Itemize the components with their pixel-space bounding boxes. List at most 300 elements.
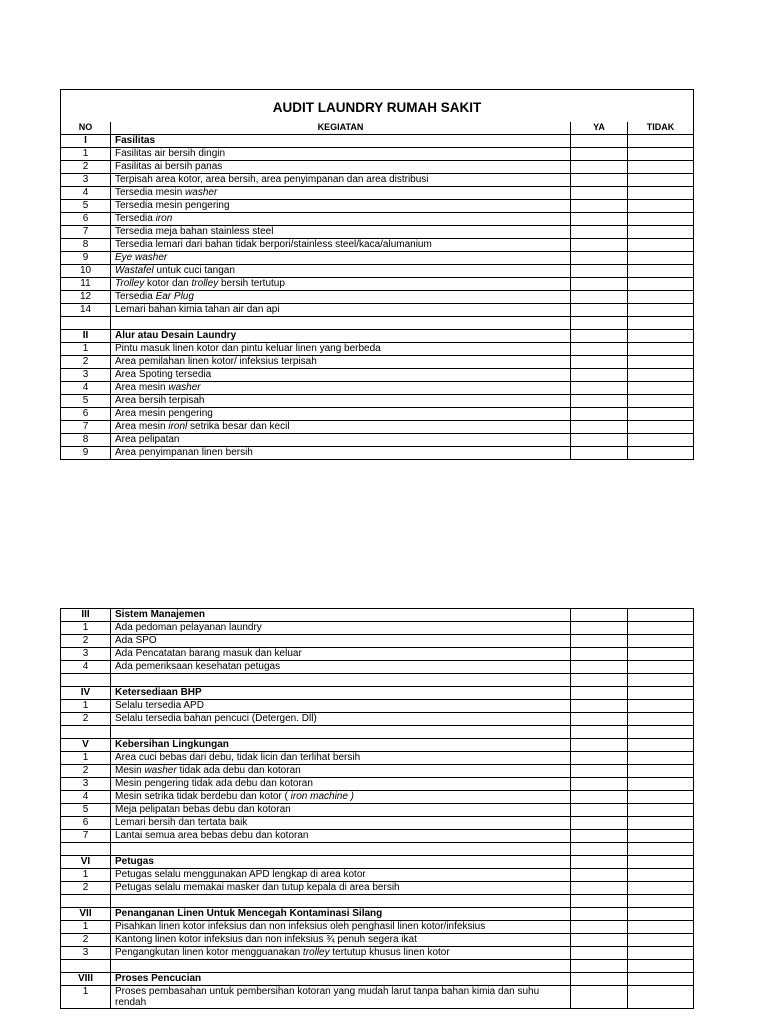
tidak-checkbox-cell[interactable] (628, 174, 694, 187)
text-run: Petugas selalu menggunakan APD lengkap di area kotor (115, 869, 366, 880)
row-number: 2 (61, 635, 111, 648)
tidak-checkbox-cell[interactable] (628, 330, 694, 343)
tidak-checkbox-cell[interactable] (628, 973, 694, 986)
section-row (61, 687, 694, 700)
section-title (111, 908, 571, 921)
row-number: 11 (61, 278, 111, 291)
text-run: trolley (302, 947, 330, 958)
text-run: iron machine ) (290, 791, 355, 802)
row-number: 10 (61, 265, 111, 278)
table-row (61, 934, 694, 947)
ya-checkbox-cell[interactable] (571, 843, 628, 856)
activity-text (111, 187, 571, 200)
text-run: Alur atau Desain Laundry (115, 330, 237, 341)
audit-table-part-2 (60, 608, 694, 1009)
tidak-checkbox-cell[interactable] (628, 317, 694, 330)
ya-checkbox-cell[interactable] (571, 343, 628, 356)
row-number: 7 (61, 421, 111, 434)
ya-checkbox-cell[interactable] (571, 791, 628, 804)
text-run: Kebersihan Lingkungan (115, 739, 229, 750)
table-row (61, 161, 694, 174)
tidak-checkbox-cell[interactable] (628, 687, 694, 700)
row-number: II (61, 330, 111, 343)
row-number: 3 (61, 648, 111, 661)
row-number: 2 (61, 356, 111, 369)
row-number: 5 (61, 200, 111, 213)
tidak-checkbox-cell[interactable] (628, 843, 694, 856)
table-row (61, 278, 694, 291)
table-row (61, 947, 694, 960)
text-run: Eye washer (115, 252, 168, 263)
ya-checkbox-cell[interactable] (571, 921, 628, 934)
text-run: Tersedia (115, 213, 156, 224)
activity-text (111, 252, 571, 265)
table-row (61, 986, 694, 1009)
table-row (61, 804, 694, 817)
tidak-checkbox-cell[interactable] (628, 356, 694, 369)
ya-checkbox-cell[interactable] (571, 447, 628, 460)
text-run: kotor dan (144, 278, 192, 289)
ya-checkbox-cell[interactable] (571, 291, 628, 304)
text-run: Area mesin (115, 382, 169, 393)
table-row (61, 421, 694, 434)
text-run: Ear Plug (155, 291, 194, 302)
header-tidak: TIDAK (628, 122, 694, 135)
table-row (61, 213, 694, 226)
activity-text (111, 408, 571, 421)
activity-text (111, 239, 571, 252)
empty-row (61, 674, 694, 687)
tidak-checkbox-cell[interactable] (628, 148, 694, 161)
section-title (111, 687, 571, 700)
tidak-checkbox-cell[interactable] (628, 700, 694, 713)
text-run: trolley (191, 278, 219, 289)
empty-row (61, 317, 694, 330)
row-number: 5 (61, 395, 111, 408)
ya-checkbox-cell[interactable] (571, 635, 628, 648)
tidak-checkbox-cell[interactable] (628, 765, 694, 778)
text-run: iron (155, 213, 173, 224)
ya-checkbox-cell[interactable] (571, 882, 628, 895)
text-run: Ada Pencatatan barang masuk dan keluar (115, 648, 302, 659)
ya-checkbox-cell[interactable] (571, 369, 628, 382)
activity-text (111, 921, 571, 934)
activity-text (111, 882, 571, 895)
row-number: 9 (61, 447, 111, 460)
ya-checkbox-cell[interactable] (571, 135, 628, 148)
ya-checkbox-cell[interactable] (571, 674, 628, 687)
table-row (61, 713, 694, 726)
ya-checkbox-cell[interactable] (571, 174, 628, 187)
row-number: 2 (61, 161, 111, 174)
ya-checkbox-cell[interactable] (571, 856, 628, 869)
text-run: Mesin pengering tidak ada debu dan kotoran (115, 778, 313, 789)
text-run: Fasilitas (115, 135, 156, 146)
tidak-checkbox-cell[interactable] (628, 778, 694, 791)
section-title (111, 330, 571, 343)
row-number: 1 (61, 700, 111, 713)
table-row (61, 265, 694, 278)
activity-text (111, 317, 571, 330)
activity-text (111, 226, 571, 239)
activity-text (111, 726, 571, 739)
table-row (61, 252, 694, 265)
row-number (61, 960, 111, 973)
text-run: Area pelipatan (115, 434, 180, 445)
row-number (61, 317, 111, 330)
ya-checkbox-cell[interactable] (571, 278, 628, 291)
table-row (61, 226, 694, 239)
text-run: washer (144, 765, 177, 776)
table-row (61, 291, 694, 304)
text-run: Tersedia mesin (115, 187, 186, 198)
row-number: 6 (61, 408, 111, 421)
tidak-checkbox-cell[interactable] (628, 382, 694, 395)
text-run: Ada pedoman pelayanan laundry (115, 622, 262, 633)
activity-text (111, 791, 571, 804)
activity-text (111, 291, 571, 304)
text-run: untuk cuci tangan (153, 265, 235, 276)
empty-row (61, 726, 694, 739)
row-number: 14 (61, 304, 111, 317)
tidak-checkbox-cell[interactable] (628, 395, 694, 408)
tidak-checkbox-cell[interactable] (628, 921, 694, 934)
text-run: Pintu masuk linen kotor dan pintu keluar linen yang berbeda (115, 343, 381, 354)
text-run: Ada SPO (115, 635, 157, 646)
tidak-checkbox-cell[interactable] (628, 804, 694, 817)
text-run: Area Spoting tersedia (115, 369, 212, 380)
text-run: tidak ada debu dan kotoran (176, 765, 301, 776)
activity-text (111, 382, 571, 395)
ya-checkbox-cell[interactable] (571, 947, 628, 960)
table-row (61, 239, 694, 252)
text-run: Meja pelipatan bebas debu dan kotoran (115, 804, 291, 815)
text-run: Sistem Manajemen (115, 609, 206, 620)
row-number: 2 (61, 713, 111, 726)
table-row (61, 752, 694, 765)
ya-checkbox-cell[interactable] (571, 213, 628, 226)
section-title (111, 135, 571, 148)
ya-checkbox-cell[interactable] (571, 382, 628, 395)
ya-checkbox-cell[interactable] (571, 356, 628, 369)
activity-text (111, 843, 571, 856)
table-row (61, 174, 694, 187)
section-row (61, 330, 694, 343)
tidak-checkbox-cell[interactable] (628, 830, 694, 843)
ya-checkbox-cell[interactable] (571, 609, 628, 622)
tidak-checkbox-cell[interactable] (628, 856, 694, 869)
text-run: Pisahkan linen kotor infeksius dan non infeksius oleh penghasil linen kotor/infeksius (115, 921, 486, 932)
section-title (111, 856, 571, 869)
ya-checkbox-cell[interactable] (571, 830, 628, 843)
row-number: 8 (61, 434, 111, 447)
tidak-checkbox-cell[interactable] (628, 817, 694, 830)
text-run: Area bersih terpisah (115, 395, 205, 406)
tidak-checkbox-cell[interactable] (628, 239, 694, 252)
text-run: washer (185, 187, 218, 198)
row-number: VIII (61, 973, 111, 986)
ya-checkbox-cell[interactable] (571, 421, 628, 434)
ya-checkbox-cell[interactable] (571, 960, 628, 973)
ya-checkbox-cell[interactable] (571, 765, 628, 778)
text-run: Area cuci bebas dari debu, tidak licin dan terlihat bersih (115, 752, 361, 763)
row-number: 1 (61, 986, 111, 1009)
ya-checkbox-cell[interactable] (571, 161, 628, 174)
row-number: VII (61, 908, 111, 921)
tidak-checkbox-cell[interactable] (628, 135, 694, 148)
row-number: 4 (61, 661, 111, 674)
row-number: 1 (61, 752, 111, 765)
tidak-checkbox-cell[interactable] (628, 986, 694, 1009)
tidak-checkbox-cell[interactable] (628, 161, 694, 174)
ya-checkbox-cell[interactable] (571, 200, 628, 213)
header-kegiatan: KEGIATAN (111, 122, 571, 135)
row-number (61, 726, 111, 739)
text-run: Lantai semua area bebas debu dan kotoran (115, 830, 309, 841)
table-row (61, 304, 694, 317)
text-run: Kantong linen kotor infeksius dan non infeksius ¾ penuh segera ikat (115, 934, 417, 945)
ya-checkbox-cell[interactable] (571, 986, 628, 1009)
ya-checkbox-cell[interactable] (571, 934, 628, 947)
activity-text (111, 934, 571, 947)
ya-checkbox-cell[interactable] (571, 226, 628, 239)
text-run: Tersedia (115, 291, 156, 302)
activity-text (111, 161, 571, 174)
text-run: Area penyimpanan linen bersih (115, 447, 253, 458)
table-row (61, 778, 694, 791)
ya-checkbox-cell[interactable] (571, 148, 628, 161)
ya-checkbox-cell[interactable] (571, 869, 628, 882)
tidak-checkbox-cell[interactable] (628, 869, 694, 882)
text-run: tertutup khusus linen kotor (329, 947, 450, 958)
tidak-checkbox-cell[interactable] (628, 674, 694, 687)
row-number: 2 (61, 882, 111, 895)
text-run: Tersedia meja bahan stainless steel (115, 226, 274, 237)
ya-checkbox-cell[interactable] (571, 317, 628, 330)
activity-text (111, 648, 571, 661)
text-run: Selalu tersedia bahan pencuci (Detergen. Dll) (115, 713, 317, 724)
tidak-checkbox-cell[interactable] (628, 187, 694, 200)
table-row (61, 434, 694, 447)
ya-checkbox-cell[interactable] (571, 700, 628, 713)
table-row (61, 148, 694, 161)
row-number: 6 (61, 817, 111, 830)
row-number: VI (61, 856, 111, 869)
ya-checkbox-cell[interactable] (571, 726, 628, 739)
ya-checkbox-cell[interactable] (571, 908, 628, 921)
tidak-checkbox-cell[interactable] (628, 713, 694, 726)
tidak-checkbox-cell[interactable] (628, 908, 694, 921)
tidak-checkbox-cell[interactable] (628, 291, 694, 304)
activity-text (111, 869, 571, 882)
row-number: 3 (61, 947, 111, 960)
table-row (61, 408, 694, 421)
header-no: NO (61, 122, 111, 135)
tidak-checkbox-cell[interactable] (628, 752, 694, 765)
tidak-checkbox-cell[interactable] (628, 265, 694, 278)
row-number: 9 (61, 252, 111, 265)
row-number: 1 (61, 869, 111, 882)
tidak-checkbox-cell[interactable] (628, 434, 694, 447)
row-number: 1 (61, 343, 111, 356)
table-row (61, 187, 694, 200)
ya-checkbox-cell[interactable] (571, 778, 628, 791)
row-number: 1 (61, 148, 111, 161)
ya-checkbox-cell[interactable] (571, 187, 628, 200)
text-run: Ada pemeriksaan kesehatan petugas (115, 661, 281, 672)
table-row (61, 447, 694, 460)
activity-text (111, 765, 571, 778)
activity-text (111, 200, 571, 213)
tidak-checkbox-cell[interactable] (628, 200, 694, 213)
ya-checkbox-cell[interactable] (571, 817, 628, 830)
activity-text (111, 622, 571, 635)
ya-checkbox-cell[interactable] (571, 434, 628, 447)
tidak-checkbox-cell[interactable] (628, 934, 694, 947)
ya-checkbox-cell[interactable] (571, 239, 628, 252)
tidak-checkbox-cell[interactable] (628, 421, 694, 434)
table-row (61, 382, 694, 395)
ya-checkbox-cell[interactable] (571, 752, 628, 765)
activity-text (111, 674, 571, 687)
ya-checkbox-cell[interactable] (571, 973, 628, 986)
ya-checkbox-cell[interactable] (571, 687, 628, 700)
table-row (61, 635, 694, 648)
tidak-checkbox-cell[interactable] (628, 739, 694, 752)
ya-checkbox-cell[interactable] (571, 648, 628, 661)
ya-checkbox-cell[interactable] (571, 252, 628, 265)
ya-checkbox-cell[interactable] (571, 895, 628, 908)
text-run: Penanganan Linen Untuk Mencegah Kontaminasi Silang (115, 908, 383, 919)
text-run: bersih tertutup (218, 278, 285, 289)
tidak-checkbox-cell[interactable] (628, 408, 694, 421)
empty-row (61, 895, 694, 908)
row-number: 4 (61, 382, 111, 395)
tidak-checkbox-cell[interactable] (628, 661, 694, 674)
table-row (61, 343, 694, 356)
empty-row (61, 960, 694, 973)
tidak-checkbox-cell[interactable] (628, 369, 694, 382)
text-run: setrika besar dan kecil (187, 421, 290, 432)
section-row (61, 908, 694, 921)
activity-text (111, 635, 571, 648)
ya-checkbox-cell[interactable] (571, 804, 628, 817)
text-run: Proses pembasahan untuk pembersihan kotoran yang mudah larut tanpa bahan kimia dan suhu rendah (115, 986, 540, 1008)
table-row (61, 765, 694, 778)
header-ya: YA (571, 122, 628, 135)
row-number: 1 (61, 921, 111, 934)
tidak-checkbox-cell[interactable] (628, 304, 694, 317)
tidak-checkbox-cell[interactable] (628, 635, 694, 648)
tidak-checkbox-cell[interactable] (628, 947, 694, 960)
section-title (111, 609, 571, 622)
tidak-checkbox-cell[interactable] (628, 648, 694, 661)
activity-text (111, 304, 571, 317)
ya-checkbox-cell[interactable] (571, 408, 628, 421)
text-run: Proses Pencucian (115, 973, 202, 984)
ya-checkbox-cell[interactable] (571, 265, 628, 278)
row-number: 4 (61, 791, 111, 804)
row-number (61, 674, 111, 687)
ya-checkbox-cell[interactable] (571, 622, 628, 635)
table-row (61, 369, 694, 382)
activity-text (111, 174, 571, 187)
section-title (111, 739, 571, 752)
row-number: V (61, 739, 111, 752)
ya-checkbox-cell[interactable] (571, 304, 628, 317)
activity-text (111, 213, 571, 226)
row-number: 7 (61, 226, 111, 239)
tidak-checkbox-cell[interactable] (628, 882, 694, 895)
text-run: washer (168, 382, 201, 393)
tidak-checkbox-cell[interactable] (628, 791, 694, 804)
activity-text (111, 804, 571, 817)
activity-text (111, 356, 571, 369)
table-row (61, 648, 694, 661)
activity-text (111, 434, 571, 447)
row-number (61, 895, 111, 908)
text-run: Mesin (115, 765, 145, 776)
activity-text (111, 369, 571, 382)
activity-text (111, 713, 571, 726)
tidak-checkbox-cell[interactable] (628, 213, 694, 226)
activity-text (111, 278, 571, 291)
tidak-checkbox-cell[interactable] (628, 960, 694, 973)
row-number: 4 (61, 187, 111, 200)
row-number: 6 (61, 213, 111, 226)
text-run: Lemari bahan kimia tahan air dan api (115, 304, 280, 315)
activity-text (111, 447, 571, 460)
activity-text (111, 986, 571, 1009)
row-number: 3 (61, 778, 111, 791)
row-number: 2 (61, 765, 111, 778)
empty-row (61, 843, 694, 856)
tidak-checkbox-cell[interactable] (628, 726, 694, 739)
title-row (61, 90, 694, 123)
tidak-checkbox-cell[interactable] (628, 447, 694, 460)
tidak-checkbox-cell[interactable] (628, 622, 694, 635)
row-number: III (61, 609, 111, 622)
document-title: AUDIT LAUNDRY RUMAH SAKIT (61, 90, 694, 123)
ya-checkbox-cell[interactable] (571, 395, 628, 408)
table-row (61, 622, 694, 635)
row-number: 7 (61, 830, 111, 843)
tidak-checkbox-cell[interactable] (628, 343, 694, 356)
text-run: Ketersediaan BHP (115, 687, 202, 698)
ya-checkbox-cell[interactable] (571, 661, 628, 674)
section-row (61, 973, 694, 986)
table-row (61, 830, 694, 843)
tidak-checkbox-cell[interactable] (628, 252, 694, 265)
activity-text (111, 895, 571, 908)
text-run: Fasilitas ai bersih panas (115, 161, 223, 172)
text-run: Fasilitas air bersih dingin (115, 148, 226, 159)
ya-checkbox-cell[interactable] (571, 739, 628, 752)
tidak-checkbox-cell[interactable] (628, 226, 694, 239)
ya-checkbox-cell[interactable] (571, 330, 628, 343)
ya-checkbox-cell[interactable] (571, 713, 628, 726)
tidak-checkbox-cell[interactable] (628, 609, 694, 622)
section-row (61, 609, 694, 622)
tidak-checkbox-cell[interactable] (628, 895, 694, 908)
text-run: Wastafel (115, 265, 154, 276)
table-row (61, 869, 694, 882)
text-run: Pengangkutan linen kotor mengguanakan (115, 947, 303, 958)
table-row (61, 817, 694, 830)
row-number: 12 (61, 291, 111, 304)
text-run: Terpisah area kotor, area bersih, area penyimpanan dan area distribusi (115, 174, 429, 185)
tidak-checkbox-cell[interactable] (628, 278, 694, 291)
